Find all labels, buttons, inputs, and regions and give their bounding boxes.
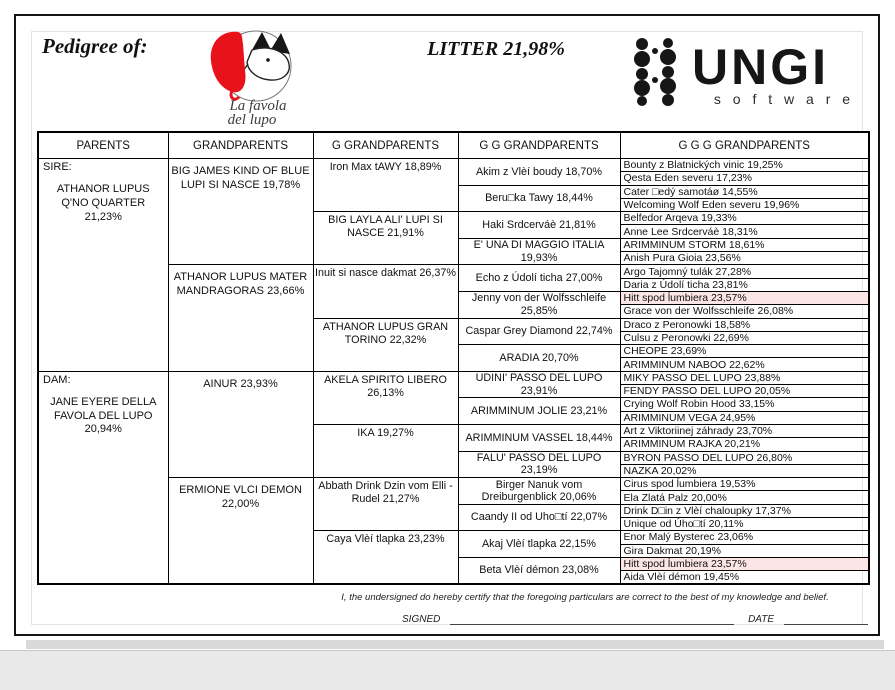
parent-name: ATHANOR LUPUS Q'NO QUARTER 21,23% [56, 183, 150, 223]
ggg-grandparent-cell: BYRON PASSO DEL LUPO 26,80% [620, 451, 869, 464]
grandparent-cell: AINUR 23,93% [168, 371, 313, 477]
kennel-name-line2: del lupo [227, 112, 277, 128]
ggg-grandparent-cell: Anne Lee Srdcerváè 18,31% [620, 225, 869, 238]
gg-grandparent-cell: Birger Nanuk vom Dreiburgenblick 20,06% [458, 478, 620, 505]
document-shadow [26, 640, 884, 649]
ungi-wordmark: UNGI [692, 39, 829, 95]
logo-red-shape [211, 32, 246, 92]
g-grandparent-cell: AKELA SPIRITO LIBERO 26,13% [313, 371, 458, 424]
ggg-grandparent-cell: ARIMMINUM NABOO 22,62% [620, 358, 869, 371]
ggg-grandparent-cell: Gira Dakmat 20,19% [620, 544, 869, 557]
table-row [38, 371, 869, 384]
parent-role: SIRE: [43, 161, 72, 173]
date-label: DATE [748, 614, 774, 625]
gg-grandparent-cell: FALU' PASSO DEL LUPO 23,19% [458, 451, 620, 478]
ggg-grandparent-cell: FENDY PASSO DEL LUPO 20,05% [620, 385, 869, 398]
ggg-grandparent-cell: Belfedor Arqeva 19,33% [620, 212, 869, 225]
gg-grandparent-cell: Akaj Vlèí tlapka 22,15% [458, 531, 620, 558]
ggg-grandparent-cell: Draco z Peronowki 18,58% [620, 318, 869, 331]
ggg-grandparent-cell: Anish Pura Gioia 23,56% [620, 252, 869, 265]
gg-grandparent-cell: ARADIA 20,70% [458, 345, 620, 372]
gg-grandparent-cell: E' UNA DI MAGGIO ITALIA 19,93% [458, 238, 620, 265]
ggg-grandparent-cell: ARIMMINUM RAJKA 20,21% [620, 438, 869, 451]
ggg-grandparent-cell: Aida Vlèí démon 19,45% [620, 571, 869, 585]
col-header-ggg-grandparents: G G G GRANDPARENTS [620, 132, 869, 159]
viewer-background-strip [0, 650, 895, 690]
gg-grandparent-cell: Caandy II od Uho□tí 22,07% [458, 504, 620, 531]
grandparent-cell: BIG JAMES KIND OF BLUE LUPI SI NASCE 19,78% [168, 159, 313, 265]
ggg-grandparent-cell: Bounty z Blatnických vinic 19,25% [620, 159, 869, 172]
ggg-grandparent-cell: Cater □edý samotáø 14,55% [620, 185, 869, 198]
pedigree-table-wrap [37, 131, 870, 585]
ggg-grandparent-cell: Culsu z Peronowki 22,69% [620, 331, 869, 344]
parent-role: DAM: [43, 373, 71, 386]
gg-grandparent-cell: Beta Vlèí démon 23,08% [458, 557, 620, 584]
grandparent-cell: ERMIONE VLCI DEMON 22,00% [168, 478, 313, 585]
signed-signature-line [450, 611, 734, 625]
pedigree-of-label: Pedigree of: [42, 34, 148, 58]
col-header-parents: PARENTS [38, 132, 168, 159]
gg-grandparent-cell: Akim z Vlèí boudy 18,70% [458, 159, 620, 186]
kennel-name-line1: La favola [229, 98, 287, 114]
certification-statement: I, the undersigned do hereby certify that the foregoing particulars are correct to the best of my knowledge and belief. [341, 592, 829, 603]
ggg-grandparent-cell: Art z Viktoriinej záhrady 23,70% [620, 424, 869, 437]
gg-grandparent-cell: ARIMMINUM VASSEL 18,44% [458, 424, 620, 451]
col-header-gg-grandparents: G G GRANDPARENTS [458, 132, 620, 159]
wolf-eye [266, 58, 270, 62]
ggg-grandparent-cell: Grace von der Wolfsschleife 26,08% [620, 305, 869, 318]
signed-label: SIGNED [402, 614, 441, 625]
gg-grandparent-cell: Beru□ka Tawy 18,44% [458, 185, 620, 212]
ggg-grandparent-cell: Cirus spod ĺumbiera 19,53% [620, 478, 869, 491]
litter-title: LITTER 21,98% [427, 38, 565, 60]
gg-grandparent-cell: Jenny von der Wolfsschleife 25,85% [458, 291, 620, 318]
gg-grandparent-cell: Caspar Grey Diamond 22,74% [458, 318, 620, 345]
ggg-grandparent-cell: MIKY PASSO DEL LUPO 23,88% [620, 371, 869, 384]
ggg-grandparent-cell: Ela Zlatá Palz 20,00% [620, 491, 869, 504]
ggg-grandparent-cell: Hitt spod ĺumbiera 23,57% [620, 557, 869, 570]
date-signature-line [784, 611, 868, 625]
pedigree-table [37, 131, 870, 585]
table-header-row [38, 132, 869, 159]
g-grandparent-cell: Abbath Drink Dzin vom Elli -Rudel 21,27% [313, 478, 458, 531]
ggg-grandparent-cell: Welcoming Wolf Eden severu 19,96% [620, 198, 869, 211]
g-grandparent-cell: Inuit si nasce dakmat 26,37% [313, 265, 458, 318]
table-row [38, 159, 869, 172]
col-header-g-grandparents: G GRANDPARENTS [313, 132, 458, 159]
ggg-grandparent-cell: Argo Tajomný tulák 27,28% [620, 265, 869, 278]
gg-grandparent-cell: UDINI' PASSO DEL LUPO 23,91% [458, 371, 620, 398]
pedigree-document [14, 14, 880, 636]
g-grandparent-cell: BIG LAYLA ALI' LUPI SI NASCE 21,91% [313, 212, 458, 265]
gg-grandparent-cell: Echo z Údolí ticha 27,00% [458, 265, 620, 292]
ggg-grandparent-cell: ARIMMINUM VEGA 24,95% [620, 411, 869, 424]
ggg-grandparent-cell: ARIMMINUM STORM 18,61% [620, 238, 869, 251]
ggg-grandparent-cell: CHEOPE 23,69% [620, 345, 869, 358]
ggg-grandparent-cell: Enor Malý Bysterec 23,06% [620, 531, 869, 544]
g-grandparent-cell: Caya Vlèí tlapka 23,23% [313, 531, 458, 584]
ggg-grandparent-cell: Daria z Údolí ticha 23,81% [620, 278, 869, 291]
g-grandparent-cell: ATHANOR LUPUS GRAN TORINO 22,32% [313, 318, 458, 371]
parent-cell [38, 371, 168, 584]
grandparent-cell: ATHANOR LUPUS MATER MANDRAGORAS 23,66% [168, 265, 313, 371]
parent-cell [38, 159, 168, 372]
ungi-subtitle: s o f t w a r e [713, 91, 855, 107]
ggg-grandparent-cell: Qesta Eden severu 17,23% [620, 172, 869, 185]
ungi-dots-icon [634, 38, 676, 106]
ggg-grandparent-cell: Crying Wolf Robin Hood 33,15% [620, 398, 869, 411]
ggg-grandparent-cell: Hitt spod ĺumbiera 23,57% [620, 291, 869, 304]
ggg-grandparent-cell: Drink D□in z Vlèí chaloupky 17,37% [620, 504, 869, 517]
g-grandparent-cell: IKA 19,27% [313, 424, 458, 477]
g-grandparent-cell: Iron Max tAWY 18,89% [313, 159, 458, 212]
ungi-software-logo [624, 34, 874, 112]
gg-grandparent-cell: ARIMMINUM JOLIE 23,21% [458, 398, 620, 425]
signature-row [402, 611, 868, 625]
ggg-grandparent-cell: Unique od Úho□tí 20,11% [620, 518, 869, 531]
ggg-grandparent-cell: NAZKA 20,02% [620, 464, 869, 477]
gg-grandparent-cell: Haki Srdcerváè 21,81% [458, 212, 620, 239]
col-header-grandparents: GRANDPARENTS [168, 132, 313, 159]
parent-name: JANE EYERE DELLA FAVOLA DEL LUPO 20,94% [50, 395, 157, 436]
kennel-wolf-logo-icon [192, 26, 316, 128]
